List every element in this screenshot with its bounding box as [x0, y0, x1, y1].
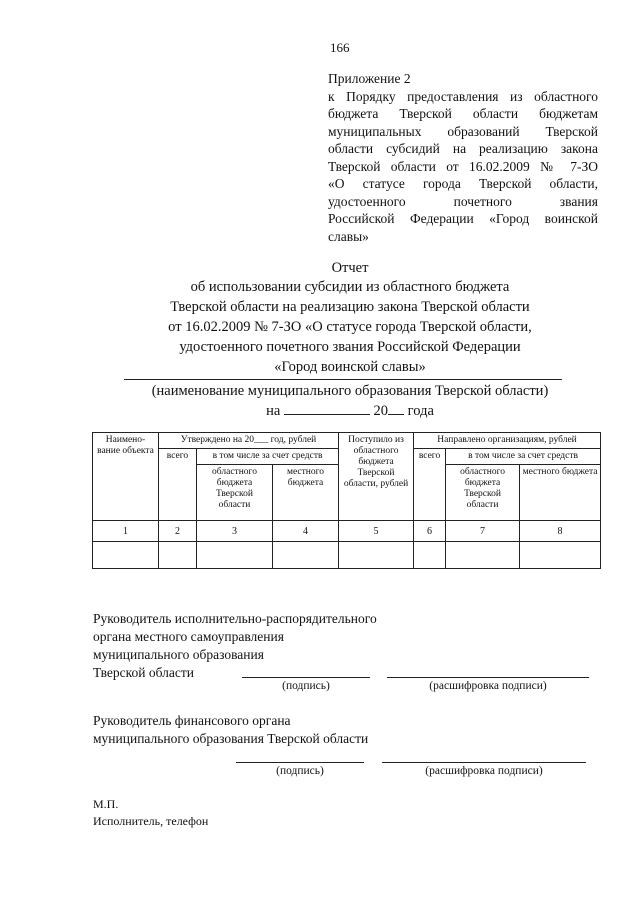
signature-caption-2: (подпись)	[276, 765, 324, 777]
report-subtitle-line: об использовании субсидии из областного бюджета	[190, 279, 510, 295]
decode-caption-2: (расшифровка подписи)	[425, 765, 543, 777]
report-subtitle	[60, 277, 640, 377]
header-received: Поступило из областного бюджета Тверской области, рублей	[339, 433, 414, 521]
header-directed: Направлено организациям, рублей	[414, 433, 601, 449]
column-number: 5	[339, 521, 414, 542]
appendix-line: бюджета Тверской области бюджетам	[328, 106, 598, 121]
appendix-line: области субсидий на реализацию закона	[328, 141, 598, 156]
appendix-heading: Приложение 2	[328, 71, 411, 86]
table-cell[interactable]	[414, 542, 446, 569]
report-subtitle-line: Тверской области на реализацию закона Тверской области	[170, 299, 530, 315]
decode-caption: (расшифровка подписи)	[429, 680, 547, 692]
decode-line[interactable]	[387, 677, 589, 678]
report-subtitle-line: удостоенного почетного звания Российской Федерации	[179, 339, 521, 355]
report-table	[92, 432, 601, 569]
period-on: на	[266, 403, 281, 419]
executor-label: Исполнитель, телефон	[93, 814, 209, 828]
head-exec-line: Руководитель исполнительно-распорядительного	[93, 611, 377, 626]
head-finance-block	[93, 712, 368, 748]
header-local-budget: местного бюджета	[273, 465, 339, 521]
header-total: всего	[159, 449, 197, 521]
period-blank	[284, 402, 370, 415]
municipality-label: (наименование муниципального образования Тверской области)	[151, 383, 549, 399]
appendix-line: к Порядку предоставления из областного	[328, 88, 598, 104]
header-object-name: Наимено-вание объекта	[93, 433, 159, 521]
head-exec-block	[93, 610, 377, 682]
table-cell[interactable]	[339, 542, 414, 569]
appendix-line: славы»	[328, 228, 369, 244]
stamp-label: М.П.	[93, 797, 119, 811]
header-total-2: всего	[414, 449, 446, 521]
head-exec-line: муниципального образования	[93, 647, 264, 662]
table-cell[interactable]	[273, 542, 339, 569]
period-suffix: года	[407, 403, 434, 419]
column-number: 3	[197, 521, 273, 542]
column-number: 2	[159, 521, 197, 542]
report-period	[60, 402, 640, 420]
appendix-line: муниципальных образований Тверской	[328, 123, 598, 139]
report-subtitle-line: «Город воинской славы»	[274, 359, 426, 375]
table-cell[interactable]	[446, 542, 520, 569]
municipality-name-line	[124, 379, 562, 380]
appendix-line: «О статусе города Тверской области,	[328, 176, 598, 191]
signature-caption: (подпись)	[282, 680, 330, 692]
header-local-budget-2: местного бюджета	[520, 465, 601, 521]
header-approved: Утверждено на 20___ год, рублей	[159, 433, 339, 449]
table-cell[interactable]	[197, 542, 273, 569]
head-finance-line: муниципального образования Тверской области	[93, 731, 369, 746]
table-cell[interactable]	[159, 542, 197, 569]
year-blank	[388, 402, 404, 415]
appendix-line: Тверской области от 16.02.2009 № 7-ЗО	[328, 158, 598, 174]
column-number: 7	[446, 521, 520, 542]
decode-line-2[interactable]	[382, 762, 586, 763]
report-subtitle-line: от 16.02.2009 № 7-ЗО «О статусе города Тверской области,	[168, 319, 532, 335]
column-number: 8	[520, 521, 601, 542]
period-year: 20	[373, 403, 389, 419]
signature-line-2[interactable]	[236, 762, 364, 763]
appendix-block	[328, 70, 598, 245]
header-including-2: в том числе за счет средств	[446, 449, 601, 465]
report-title: Отчет	[331, 260, 369, 276]
head-exec-line: органа местного самоуправления	[93, 629, 284, 644]
table-cell[interactable]	[520, 542, 601, 569]
header-including: в том числе за счет средств	[197, 449, 339, 465]
header-regional-budget: областного бюджета Тверской области	[197, 465, 273, 521]
column-number: 4	[273, 521, 339, 542]
signature-line[interactable]	[242, 677, 370, 678]
appendix-line: Российской Федерации «Город воинской	[328, 211, 598, 226]
header-regional-budget-2: областного бюджета Тверской области	[446, 465, 520, 521]
table-cell[interactable]	[93, 542, 159, 569]
column-number: 6	[414, 521, 446, 542]
page-number: 166	[330, 40, 350, 55]
head-exec-line: Тверской области	[93, 665, 194, 680]
appendix-line: удостоенного почетного звания	[328, 193, 598, 209]
column-number: 1	[93, 521, 159, 542]
table-row	[93, 542, 601, 569]
head-finance-line: Руководитель финансового органа	[93, 713, 291, 728]
